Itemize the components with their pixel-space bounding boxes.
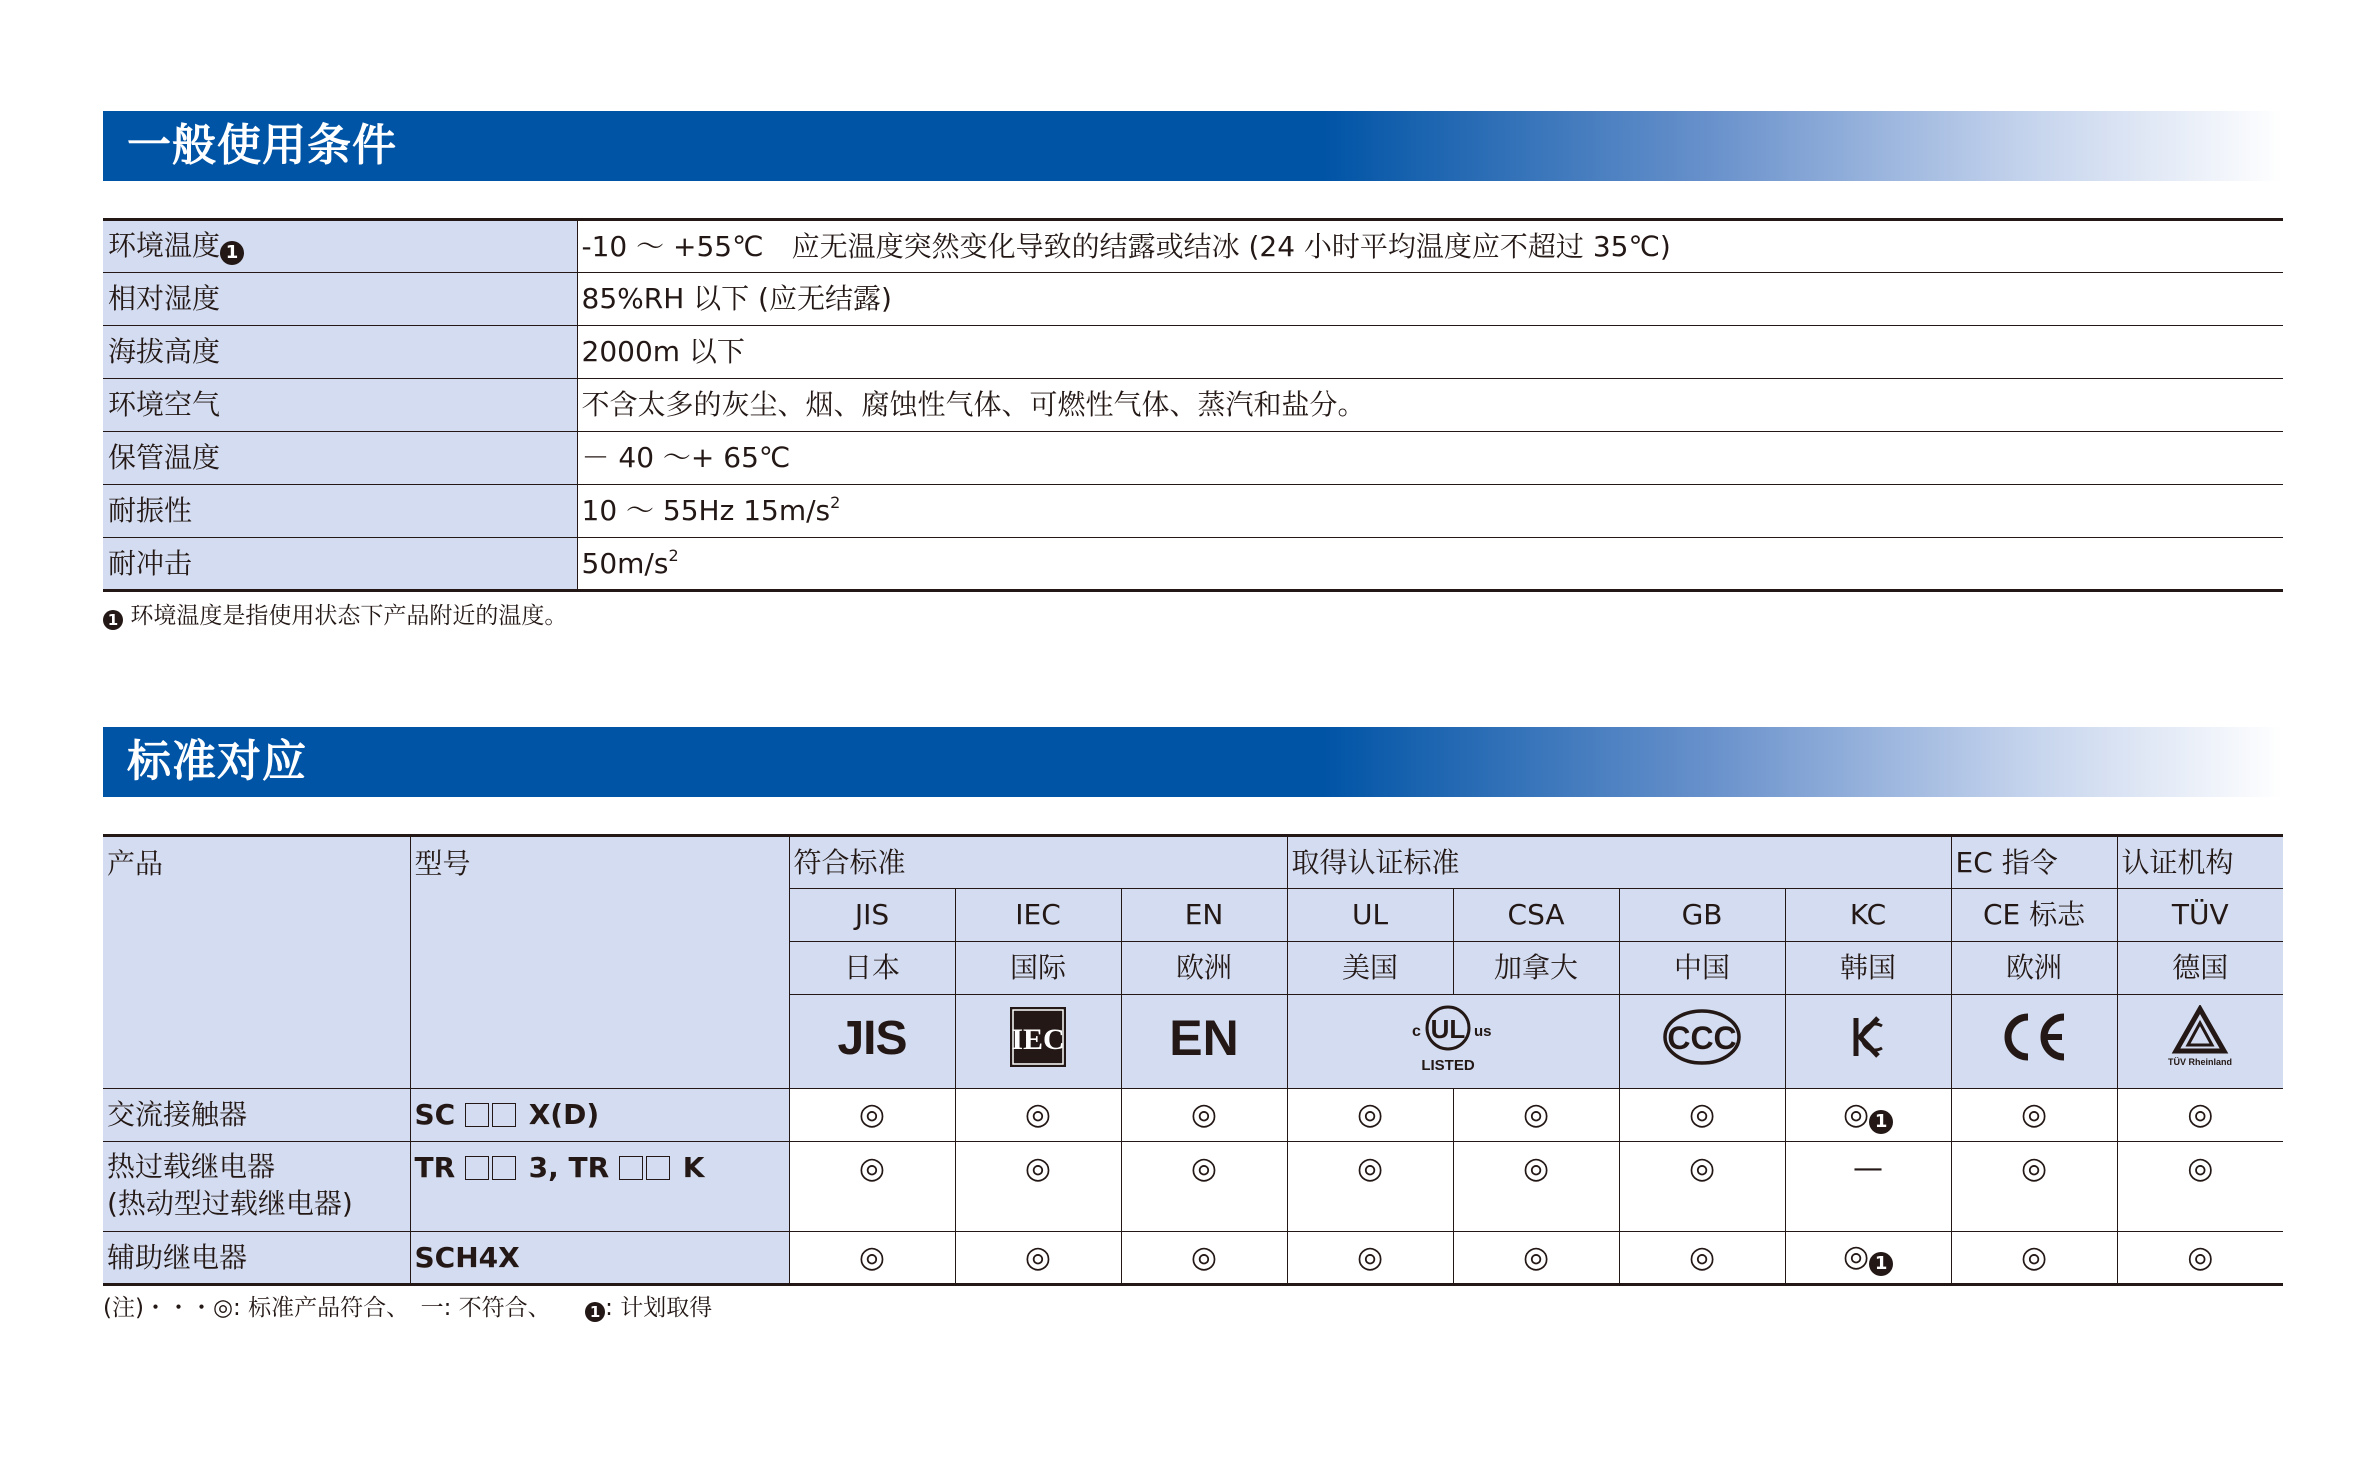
compliance-mark: ◎	[1951, 1232, 2117, 1285]
svg-text:CCC: CCC	[1667, 1020, 1737, 1056]
mark-symbol: ◎	[1842, 1096, 1870, 1132]
product-name: 交流接触器	[103, 1089, 410, 1142]
compliance-mark-planned	[1785, 1089, 1951, 1142]
standard-region: 中国	[1619, 942, 1785, 995]
standard-code: TÜV	[2117, 889, 2283, 942]
header-product: 产品	[103, 836, 410, 1089]
row-value: $50m/s^2$	[577, 538, 2283, 591]
row-value: 不含太多的灰尘、烟、腐蚀性气体、可燃性气体、蒸汽和盐分。	[577, 379, 2283, 432]
standard-code: IEC	[955, 889, 1121, 942]
model-name: SC X(D)	[410, 1089, 789, 1142]
table-row	[103, 1089, 2283, 1142]
compliance-mark: ◎	[789, 1232, 955, 1285]
header-group-body: 认证机构	[2117, 836, 2283, 889]
iec-logo	[955, 995, 1121, 1089]
compliance-mark: ◎	[955, 1232, 1121, 1285]
temperature-footnote: 1 环境温度是指使用状态下产品附近的温度。	[103, 601, 567, 631]
standard-region: 欧洲	[1121, 942, 1287, 995]
svg-text:IEC: IEC	[1011, 1023, 1065, 1056]
table-row	[103, 326, 2283, 379]
note-marker-icon: 1	[103, 610, 123, 630]
compliance-mark: ◎	[1121, 1089, 1287, 1142]
standard-code: CE 标志	[1951, 889, 2117, 942]
row-label: 耐振性	[103, 485, 577, 538]
svg-text:LISTED: LISTED	[1421, 1057, 1475, 1074]
compliance-mark: ◎	[789, 1142, 955, 1232]
ce-logo	[1951, 995, 2117, 1089]
general-conditions-table	[103, 218, 2283, 592]
compliance-mark: ◎	[1453, 1089, 1619, 1142]
planned-marker-icon: 1	[1869, 1110, 1893, 1134]
row-label: 相对湿度	[103, 273, 577, 326]
section-title: 一般使用条件	[127, 120, 397, 171]
planned-marker-icon: 1	[585, 1302, 605, 1322]
header-group-ec: EC 指令	[1951, 836, 2117, 889]
section-title: 标准对应	[127, 736, 307, 787]
compliance-mark: ◎	[2117, 1232, 2283, 1285]
standard-code: EN	[1121, 889, 1287, 942]
header-group-cert: 取得认证标准	[1287, 836, 1951, 889]
compliance-mark-planned	[1785, 1232, 1951, 1285]
row-value: 10 ～ 55Hz $15m/s^2$	[577, 485, 2283, 538]
compliance-mark: ◎	[1453, 1232, 1619, 1285]
svg-text:us: us	[1474, 1023, 1492, 1040]
svg-text:c: c	[1412, 1023, 1421, 1040]
header-group-standard: 符合标准	[789, 836, 1287, 889]
model-name: SCH4X	[410, 1232, 789, 1285]
row-label: 环境温度 1	[103, 220, 577, 273]
row-value: － 40 ～+ 65℃	[577, 432, 2283, 485]
standard-region: 国际	[955, 942, 1121, 995]
mark-symbol: ◎	[1842, 1239, 1870, 1274]
standard-code: JIS	[789, 889, 955, 942]
ccc-logo	[1619, 995, 1785, 1089]
row-label: 海拔高度	[103, 326, 577, 379]
standard-code: UL	[1287, 889, 1453, 942]
compliance-mark: ◎	[1619, 1232, 1785, 1285]
compliance-mark: ◎	[1951, 1089, 2117, 1142]
compliance-mark: ◎	[1121, 1142, 1287, 1232]
row-label: 耐冲击	[103, 538, 577, 591]
row-value: 2000m 以下	[577, 326, 2283, 379]
standard-code: GB	[1619, 889, 1785, 942]
standards-table	[103, 834, 2283, 1286]
compliance-mark: ◎	[2117, 1089, 2283, 1142]
compliance-mark: ◎	[1619, 1089, 1785, 1142]
table-row	[103, 485, 2283, 538]
compliance-mark: ◎	[1453, 1142, 1619, 1232]
table-row	[103, 273, 2283, 326]
ul-listed-logo	[1287, 995, 1619, 1089]
row-label: 环境空气	[103, 379, 577, 432]
table-row	[103, 1142, 2283, 1232]
product-name: 热过载继电器 (热动型过载继电器)	[103, 1142, 410, 1232]
compliance-mark: ◎	[1287, 1089, 1453, 1142]
table-row	[103, 220, 2283, 273]
compliance-mark: —	[1785, 1142, 1951, 1232]
standard-region: 日本	[789, 942, 955, 995]
svg-text:UL: UL	[1430, 1014, 1466, 1044]
compliance-mark: ◎	[1619, 1142, 1785, 1232]
kc-logo	[1785, 995, 1951, 1089]
model-name: TR 3, TR K	[410, 1142, 789, 1232]
planned-marker-icon: 1	[1869, 1252, 1893, 1276]
table-row	[103, 538, 2283, 591]
row-label: 保管温度	[103, 432, 577, 485]
table-row	[103, 432, 2283, 485]
standard-region: 美国	[1287, 942, 1453, 995]
standard-region: 加拿大	[1453, 942, 1619, 995]
compliance-mark: ◎	[2117, 1142, 2283, 1232]
compliance-mark: ◎	[1287, 1142, 1453, 1232]
section-header-general-conditions	[103, 111, 2283, 181]
standard-region: 韩国	[1785, 942, 1951, 995]
compliance-mark: ◎	[1121, 1232, 1287, 1285]
standard-region: 德国	[2117, 942, 2283, 995]
row-value: -10 ～ +55℃ 应无温度突然变化导致的结露或结冰 (24 小时平均温度应不超过 35℃)	[577, 220, 2283, 273]
header-row-groups	[103, 836, 2283, 889]
compliance-mark: ◎	[955, 1089, 1121, 1142]
note-marker-icon: 1	[220, 241, 244, 265]
row-value: 85%RH 以下 (应无结露)	[577, 273, 2283, 326]
en-logo: EN	[1121, 995, 1287, 1089]
standards-footnote: (注)・・・◎: 标准产品符合、 一: 不符合、 1 : 计划取得	[103, 1295, 713, 1321]
jis-logo: JIS	[789, 995, 955, 1089]
standard-code: CSA	[1453, 889, 1619, 942]
section-header-standards	[103, 727, 2283, 797]
header-model: 型号	[410, 836, 789, 1089]
table-row	[103, 1232, 2283, 1285]
tuv-logo	[2117, 995, 2283, 1089]
compliance-mark: ◎	[955, 1142, 1121, 1232]
compliance-mark: ◎	[1287, 1232, 1453, 1285]
svg-text:TÜV Rheinland: TÜV Rheinland	[2168, 1057, 2233, 1067]
product-name: 辅助继电器	[103, 1232, 410, 1285]
standard-code: KC	[1785, 889, 1951, 942]
compliance-mark: ◎	[789, 1089, 955, 1142]
compliance-mark: ◎	[1951, 1142, 2117, 1232]
standard-region: 欧洲	[1951, 942, 2117, 995]
table-row	[103, 379, 2283, 432]
